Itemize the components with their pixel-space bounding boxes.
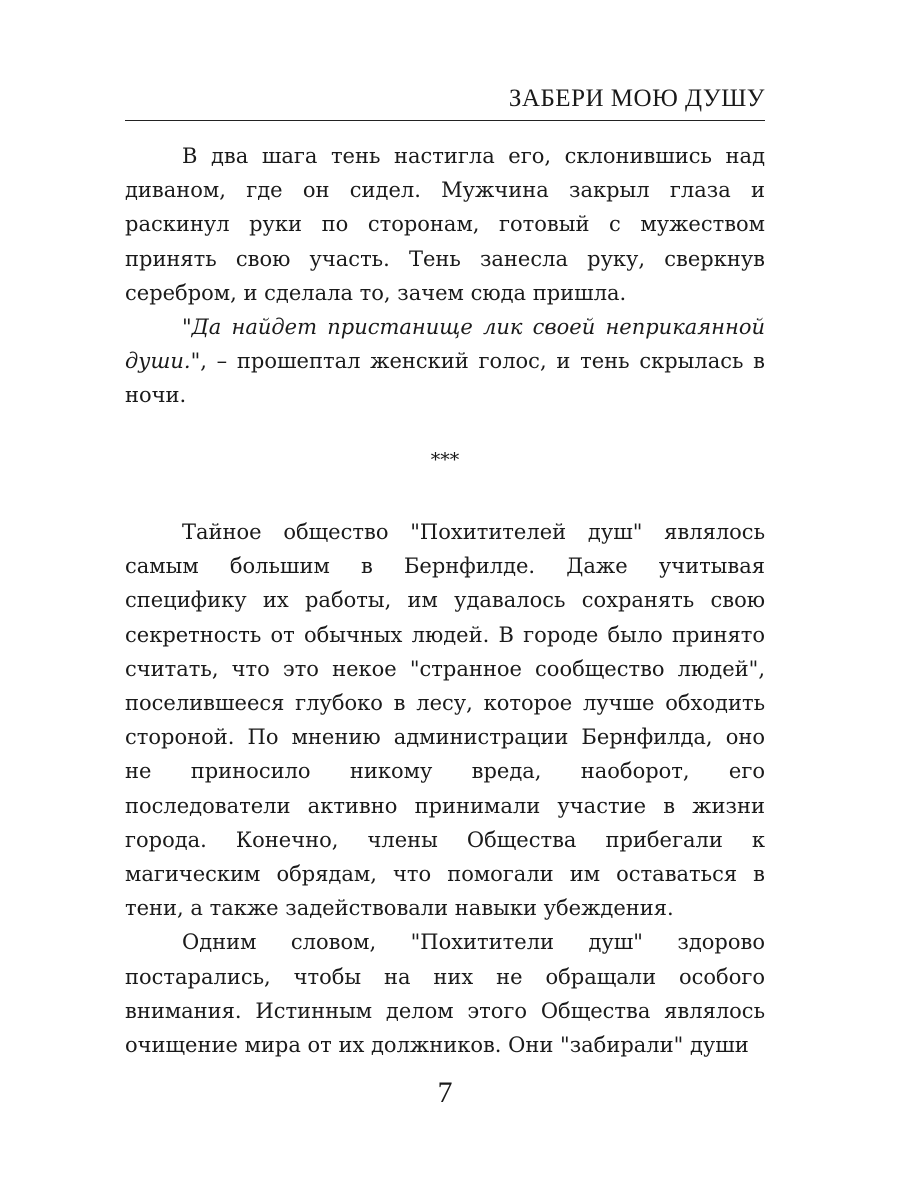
text-section-1 — [125, 139, 765, 413]
quote-attribution: ", – прошептал женский голос, и тень скрылась в ночи. — [125, 349, 765, 408]
running-header: ЗАБЕРИ МОЮ ДУШУ — [508, 85, 765, 112]
quote-open-mark: " — [182, 315, 192, 340]
section-separator: *** — [430, 449, 460, 471]
italic-quote: Да найдет пристанище лик своей неприкаянной души. — [125, 315, 765, 374]
paragraph-quote — [125, 310, 765, 413]
paragraph: Тайное общество "Похитителей душ" являлось самым большим в Бернфилде. Даже учитывая специфику их работы, им удавалось сохранять свою секретность от обычных людей. В городе было принято считать, что это некое "странное сообщество людей", поселившееся глубоко в лесу, которое лучше обходить стороной. По мнению администрации Бернфилда, оно не приносило никому вреда, наоборот, его последователи активно принимали участие в жизни города. Конечно, члены Общества прибегали к магическим обрядам, что помогали им оставаться в тени, а также задействовали навыки убеждения. — [125, 520, 765, 921]
paragraph: Одним словом, "Похитители душ" здорово постарались, чтобы на них не обращали особого внимания. Истинным делом этого Общества являлось очищение мира от их должников. Они "забирали" души — [125, 930, 765, 1058]
paragraph: В два шага тень настигла его, склонившись над диваном, где он сидел. Мужчина закрыл глаза и раскинул руки по сторонам, готовый с мужеством принять свою участь. Тень занесла руку, сверкнув серебром, и сделала то, зачем сюда пришла. — [125, 144, 765, 305]
page-number: 7 — [437, 1076, 453, 1109]
text-section-2 — [125, 515, 765, 1062]
header-divider — [125, 120, 765, 121]
